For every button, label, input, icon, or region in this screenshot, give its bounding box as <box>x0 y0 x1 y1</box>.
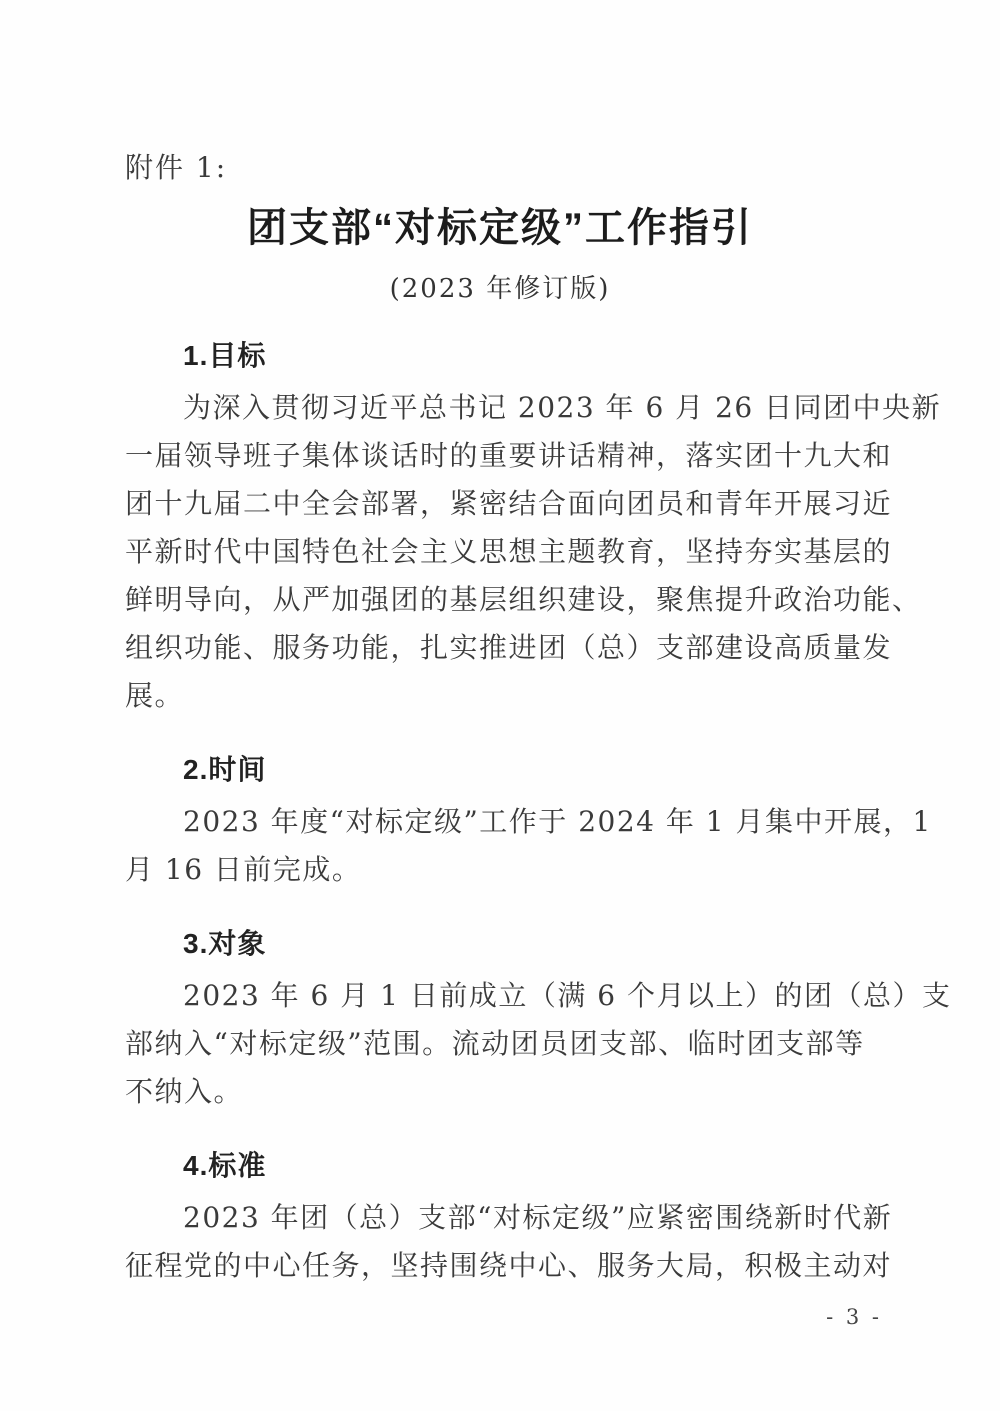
document-subtitle: (2023 年修订版) <box>389 274 611 304</box>
section-heading-goal: 1.目标 <box>183 340 267 371</box>
body-line: 组织功能、服务功能，扎实推进团（总）支部建设高质量发 <box>125 631 893 664</box>
body-line: 2023 年 6 月 1 日前成立（满 6 个月以上）的团（总）支 <box>183 979 952 1012</box>
body-line: 2023 年度“对标定级”工作于 2024 年 1 月集中开展，1 <box>183 805 932 838</box>
document-title: 团支部“对标定级”工作指引 <box>247 206 753 250</box>
section-heading-time: 2.时间 <box>183 754 267 785</box>
body-line: 团十九届二中全会部署，紧密结合面向团员和青年开展习近 <box>125 487 893 520</box>
section-heading-target: 3.对象 <box>183 928 267 959</box>
body-line: 一届领导班子集体谈话时的重要讲话精神，落实团十九大和 <box>125 439 893 472</box>
body-line: 平新时代中国特色社会主义思想主题教育，坚持夯实基层的 <box>125 535 893 568</box>
body-line: 展。 <box>125 679 185 712</box>
attachment-label: 附件 1: <box>125 151 228 184</box>
body-line: 征程党的中心任务，坚持围绕中心、服务大局，积极主动对 <box>125 1249 893 1282</box>
body-line: 不纳入。 <box>125 1075 244 1108</box>
body-line: 鲜明导向，从严加强团的基层组织建设，聚焦提升政治功能、 <box>125 583 922 616</box>
body-line: 月 16 日前完成。 <box>125 853 362 886</box>
body-line: 2023 年团（总）支部“对标定级”应紧密围绕新时代新 <box>183 1201 893 1234</box>
section-heading-standard: 4.标准 <box>183 1150 267 1181</box>
page-number: - 3 - <box>826 1305 882 1329</box>
body-line: 为深入贯彻习近平总书记 2023 年 6 月 26 日同团中央新 <box>183 391 942 424</box>
body-line: 部纳入“对标定级”范围。流动团员团支部、临时团支部等 <box>125 1027 865 1060</box>
